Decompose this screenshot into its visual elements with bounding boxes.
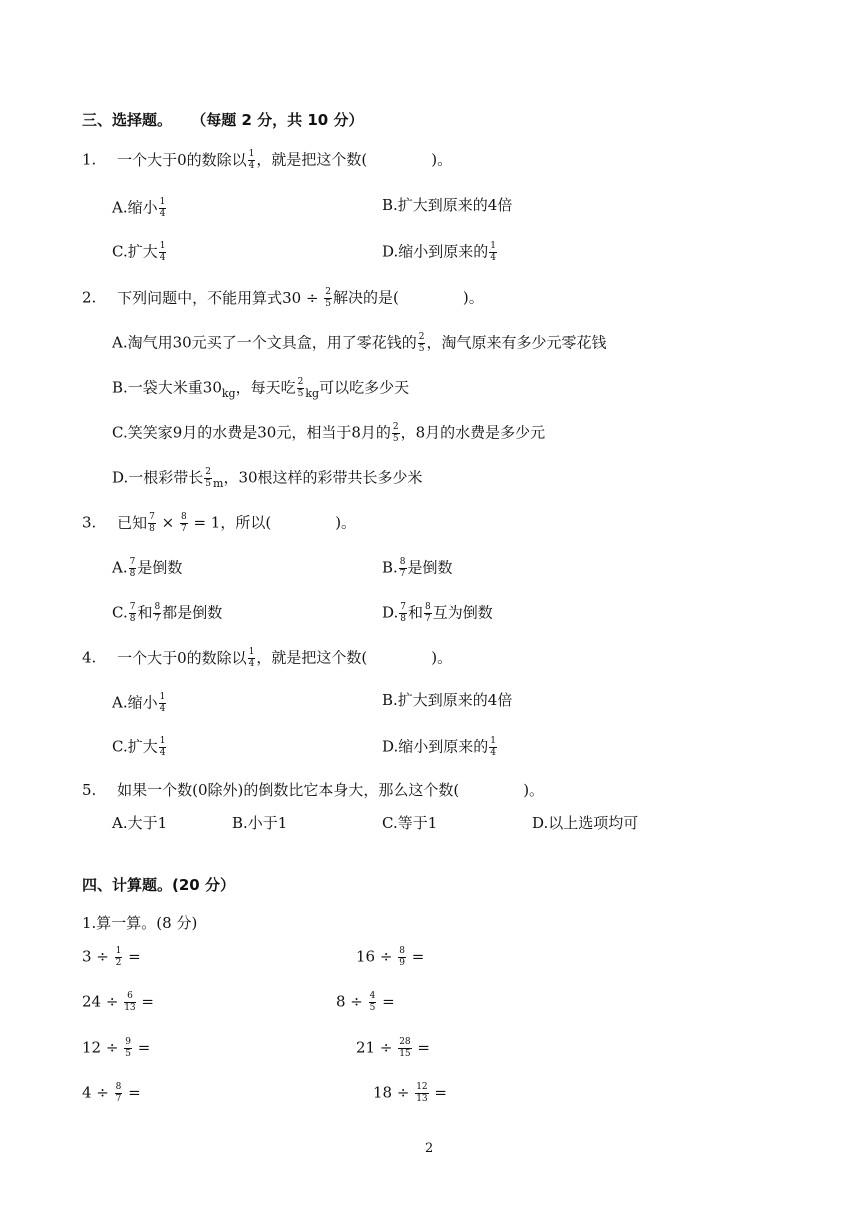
calc-problem: 12 ÷ $\frac{9}{5}$ = (82, 1037, 151, 1059)
fraction: $\frac{2}{5}$ (418, 332, 425, 354)
fraction: $\frac{8}{7}$ (425, 602, 431, 624)
calc-problem: 21 ÷ $\frac{28}{15}$ = (356, 1037, 430, 1059)
section-4-subtitle: 1.算一算。(8 分) (82, 914, 198, 932)
question-1-option-a: A.缩小 $\frac{1}{4}$ (112, 197, 166, 219)
question-5-option-a: A.大于1 (112, 814, 168, 832)
question-number: 3. (82, 513, 97, 532)
calc-problem: 18 ÷ $\frac{12}{13}$ = (373, 1082, 447, 1104)
question-4-option-d: D.缩小到原来的 $\frac{1}{4}$ (382, 736, 496, 758)
section-4-title: 四、计算题。(20 分） (82, 876, 235, 894)
question-3-option-a: A. $\frac{7}{8}$ 是倒数 (112, 557, 183, 579)
fraction: $\frac{8}{7}$ (115, 1082, 122, 1104)
question-number: 1. (82, 150, 97, 169)
question-number: 2. (82, 288, 97, 307)
fraction: $\frac{7}{8}$ (129, 602, 136, 624)
page-number: 2 (425, 1141, 434, 1156)
question-4-stem: 4. 一个大于0的数除以 $\frac{1}{4}$ ，就是把这个数( )。 (82, 647, 453, 669)
calc-problem: 16 ÷ $\frac{8}{9}$ = (356, 946, 425, 968)
fraction: $\frac{2}{5}$ (205, 467, 211, 489)
question-5-option-b: B.小于1 (232, 814, 288, 832)
calc-problem: 8 ÷ $\frac{4}{5}$ = (336, 991, 395, 1013)
question-1-option-b: B.扩大到原来的4倍 (382, 196, 513, 214)
fraction: $\frac{2}{5}$ (392, 422, 399, 444)
question-2-option-d: D.一根彩带长 $\frac{2}{5}$ $_m$，30根这样的彩带共长多少米 (112, 467, 423, 490)
calc-problem: 24 ÷ $\frac{6}{13}$ = (82, 991, 154, 1013)
fraction: $\frac{4}{5}$ (369, 991, 376, 1013)
fraction: $\frac{8}{9}$ (399, 946, 405, 968)
fraction: $\frac{1}{4}$ (159, 736, 166, 758)
section-3-header (82, 113, 363, 128)
question-2-option-b: B.一袋大米重$30_{kg}$，每天吃 $\frac{2}{5}$ $_{kg}$可以吃多少天 (112, 377, 410, 400)
fraction: $\frac{1}{4}$ (248, 647, 255, 669)
fraction: $\frac{1}{4}$ (159, 692, 166, 714)
question-4-option-b: B.扩大到原来的4倍 (382, 691, 513, 709)
question-5-option-d: D.以上选项均可 (532, 814, 639, 832)
fraction: $\frac{2}{5}$ (325, 287, 332, 309)
fraction: $\frac{8}{7}$ (180, 512, 187, 534)
question-number: 4. (82, 648, 97, 667)
question-5-option-c: C.等于1 (382, 814, 438, 832)
question-3-stem: 3. 已知 $\frac{7}{8}$ × $\frac{8}{7}$ = 1，所以( )。 (82, 512, 357, 534)
question-2-option-a: A.淘气用30元买了一个文具盒，用了零花钱的 $\frac{2}{5}$ ，淘气原来有多少元零花钱 (112, 332, 607, 354)
calc-problem: 4 ÷ $\frac{8}{7}$ = (82, 1082, 141, 1104)
question-3-option-b: B. $\frac{8}{7}$ 是倒数 (382, 557, 453, 579)
calc-problem: 3 ÷ $\frac{1}{2}$ = (82, 946, 141, 968)
fraction: $\frac{1}{4}$ (248, 149, 255, 171)
question-3-option-c: C. $\frac{7}{8}$ 和 $\frac{8}{7}$ 都是倒数 (112, 602, 223, 624)
question-1-option-c: C.扩大 $\frac{1}{4}$ (112, 241, 166, 263)
fraction: $\frac{2}{5}$ (297, 377, 304, 399)
question-4-option-a: A.缩小 $\frac{1}{4}$ (112, 692, 166, 714)
fraction: $\frac{8}{7}$ (154, 602, 161, 624)
fraction: $\frac{1}{4}$ (490, 241, 496, 263)
fraction: $\frac{1}{4}$ (490, 736, 496, 758)
fraction: $\frac{1}{4}$ (159, 241, 166, 263)
fraction: $\frac{1}{2}$ (115, 946, 122, 968)
question-2-stem: 2. 下列问题中，不能用算式30 ÷ $\frac{2}{5}$ 解决的是( )。 (82, 287, 484, 309)
fraction: $\frac{12}{13}$ (416, 1082, 428, 1104)
question-1-stem: 1. 一个大于0的数除以 $\frac{1}{4}$ ，就是把这个数( )。 (82, 149, 453, 171)
question-3-option-d: D. $\frac{7}{8}$ 和 $\frac{8}{7}$ 互为倒数 (382, 602, 493, 624)
question-1-option-d: D.缩小到原来的 $\frac{1}{4}$ (382, 241, 496, 263)
fraction: $\frac{7}{8}$ (129, 557, 136, 579)
question-4-option-c: C.扩大 $\frac{1}{4}$ (112, 736, 166, 758)
fraction: $\frac{9}{5}$ (125, 1037, 131, 1059)
question-5-stem: 5. 如果一个数(0除外)的倒数比它本身大，那么这个数( )。 (82, 781, 545, 799)
section-3-title: 三、选择题。 (82, 111, 173, 129)
fraction: $\frac{6}{13}$ (124, 991, 136, 1013)
question-number: 5. (82, 781, 97, 799)
fraction: $\frac{1}{4}$ (159, 197, 166, 219)
section-3-score: （每题 2 分，共 10 分） (191, 111, 364, 129)
question-2-option-c: C.笑笑家9月的水费是30元，相当于8月的 $\frac{2}{5}$ ，8月的水费是多少元 (112, 422, 546, 444)
fraction: $\frac{7}{8}$ (400, 602, 406, 624)
fraction: $\frac{28}{15}$ (399, 1037, 411, 1059)
fraction: $\frac{7}{8}$ (149, 512, 155, 534)
fraction: $\frac{8}{7}$ (399, 557, 406, 579)
